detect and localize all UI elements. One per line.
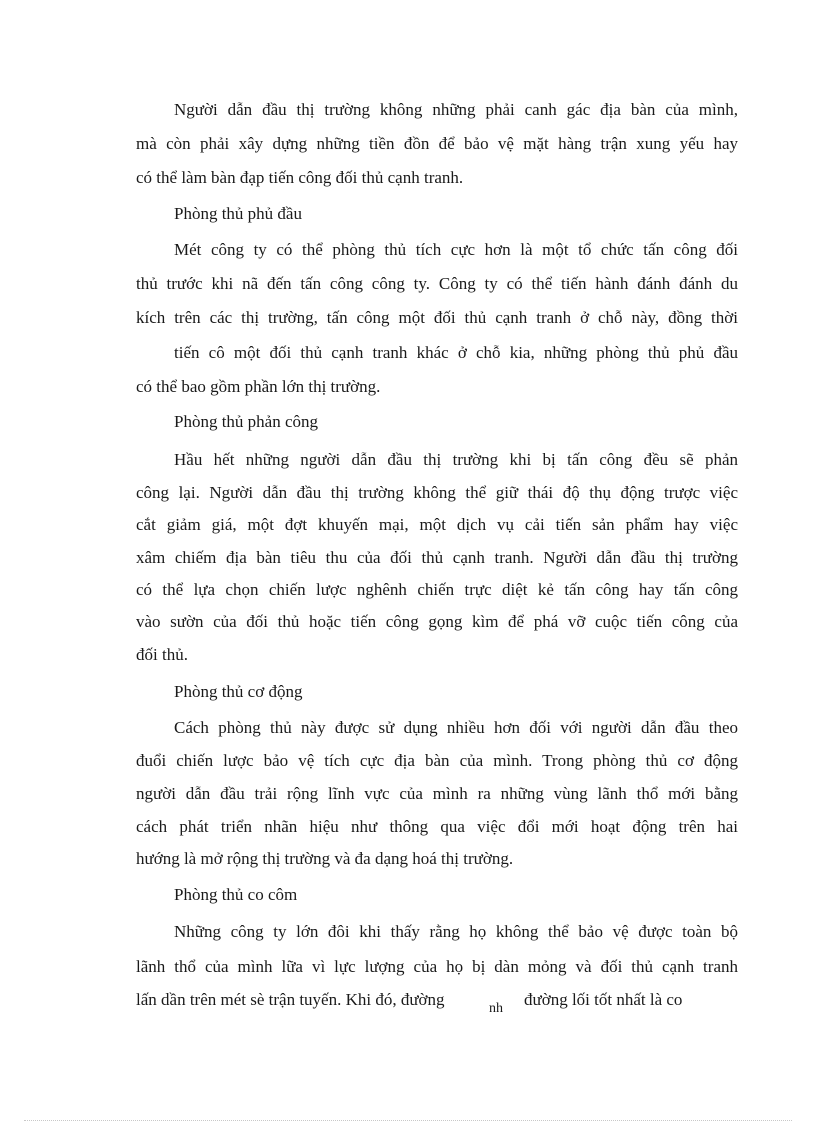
paragraph-line: tiến cô một đối thủ cạnh tranh khác ở chỗ kia, những phòng thủ phủ đầu <box>174 343 738 362</box>
section-heading: Phòng thủ co côm <box>174 885 298 904</box>
paragraph-line: vào sườn của đối thủ hoặc tiến công gọng kìm để phá vỡ cuộc tiến công của <box>136 612 738 631</box>
paragraph-line: cắt giảm giá, một đợt khuyến mại, một dịch vụ cải tiến sản phẩm hay việc <box>136 515 738 534</box>
paragraph-line: đuổi chiến lược bảo vệ tích cực địa bàn của mình. Trong phòng thủ cơ động <box>136 751 738 770</box>
paragraph-line: Những công ty lớn đôi khi thấy rằng họ không thể bảo vệ được toàn bộ <box>174 922 738 941</box>
paragraph-line: Người dẫn đầu thị trường không những phải canh gác địa bàn của mình, <box>174 100 738 119</box>
paragraph-line: người dẫn đầu trải rộng lĩnh vực của mình ra những vùng lãnh thổ mới bằng <box>136 784 738 803</box>
paragraph-line: cách phát triển nhãn hiệu như thông qua việc đổi mới hoạt động trên hai <box>136 817 738 836</box>
section-heading: Phòng thủ phủ đầu <box>174 204 302 223</box>
paragraph-line: có thể lựa chọn chiến lược nghênh chiến trực diệt kẻ tấn công hay tấn công <box>136 580 738 599</box>
paragraph-line: có thể bao gồm phần lớn thị trường. <box>136 377 381 396</box>
paragraph-line: xâm chiếm địa bàn tiêu thu của đối thủ cạnh tranh. Người dẫn đầu thị trường <box>136 548 738 567</box>
paragraph-line: mà còn phải xây dựng những tiền đồn để bảo vệ mặt hàng trận xung yếu hay <box>136 134 738 153</box>
paragraph-line: Hầu hết những người dẫn đầu thị trường khi bị tấn công đều sẽ phản <box>174 450 738 469</box>
page-bottom-divider <box>24 1120 792 1121</box>
paragraph-line: có thể làm bàn đạp tiến công đối thủ cạnh tranh. <box>136 168 464 187</box>
paragraph-line-tail: đường lối tốt nhất là co <box>524 990 683 1009</box>
paragraph-line: lấn dần trên mét sè trận tuyến. Khi đó, đường <box>136 990 445 1009</box>
paragraph-line: Cách phòng thủ này được sử dụng nhiều hơn đối với người dẫn đầu theo <box>174 718 738 737</box>
paragraph-line: Mét công ty có thể phòng thủ tích cực hơn là một tổ chức tấn công đối <box>174 240 738 259</box>
nh-fragment: nh <box>489 1001 503 1016</box>
section-heading: Phòng thủ cơ động <box>174 682 303 701</box>
paragraph-line: đối thủ. <box>136 645 188 664</box>
paragraph-line: lãnh thổ của mình lữa vì lực lượng của họ bị dàn mỏng và đối thủ cạnh tranh <box>136 957 738 976</box>
paragraph-line: công lại. Người dẫn đầu thị trường không thể giữ thái độ thụ động trược việc <box>136 483 738 502</box>
paragraph-line: hướng là mở rộng thị trường và đa dạng hoá thị trường. <box>136 849 514 868</box>
paragraph-line: thủ trước khi nã đến tấn công công ty. Công ty có thể tiến hành đánh đánh du <box>136 274 738 293</box>
section-heading: Phòng thủ phản công <box>174 412 319 431</box>
paragraph-line: kích trên các thị trường, tấn công một đối thủ cạnh tranh ở chỗ này, đồng thời <box>136 308 738 327</box>
